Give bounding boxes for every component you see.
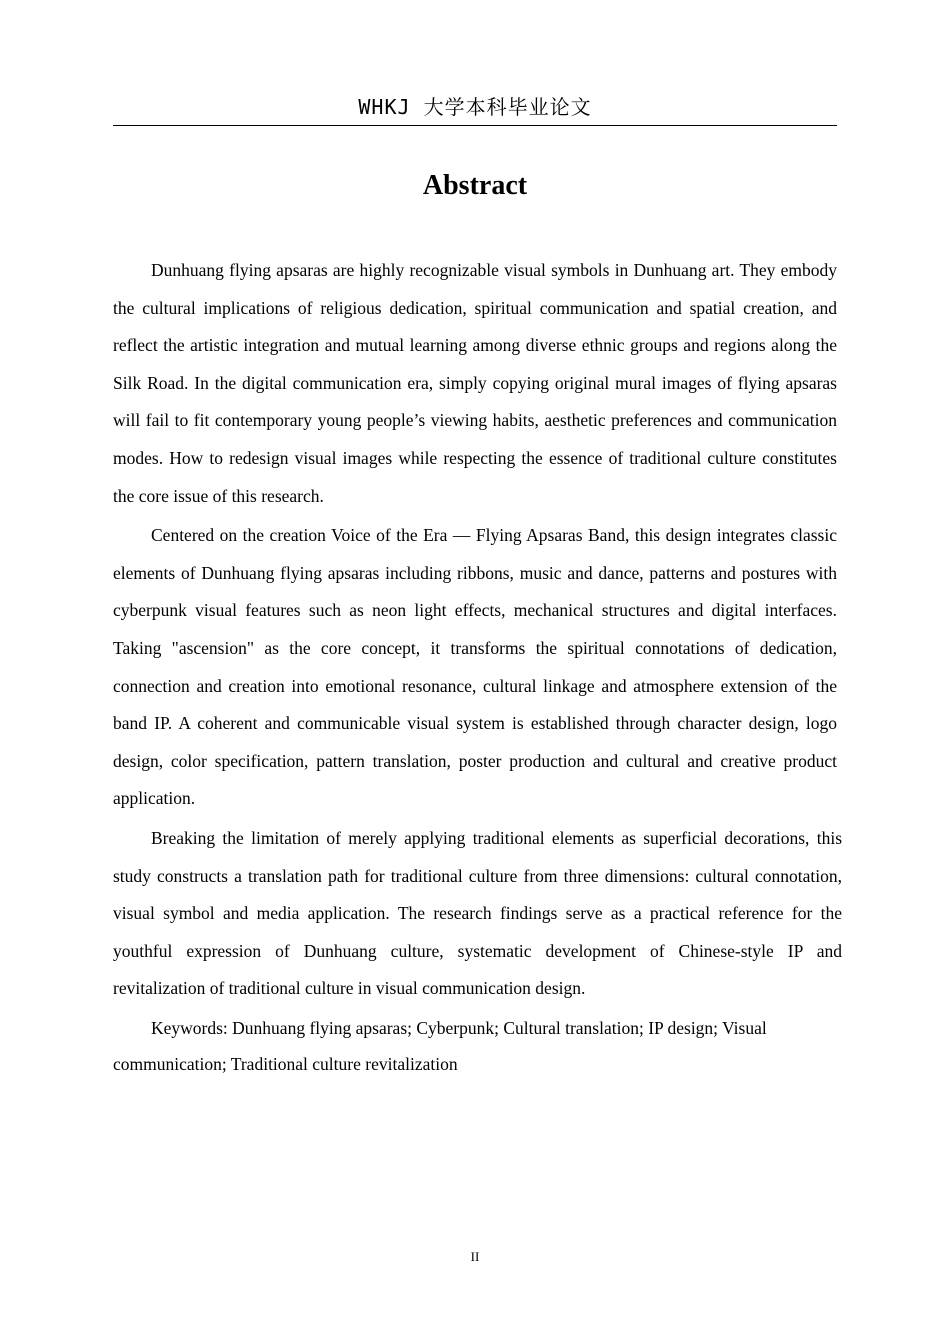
running-header: WHKJ 大学本科毕业论文: [358, 95, 592, 119]
abstract-paragraph-2: Centered on the creation Voice of the Era — Flying Apsaras Band, this design integrates classic elements of Dunhuang flying apsaras including ribbons, music and dance, patterns and postures with cyberpunk visual features such as neon light effects, mechanical structures and digital interfaces. Taking "ascension" as the core concept, it transforms the spiritual connotations of dedication, connection and creation into emotional resonance, cultural linkage and atmosphere extension of the band IP. A coherent and communicable visual system is established through character design, logo design, color specification, pattern translation, poster production and cultural and creative product application.: [113, 525, 837, 809]
abstract-paragraph-1: Dunhuang flying apsaras are highly recognizable visual symbols in Dunhuang art. They embody the cultural implications of religious dedication, spiritual communication and spatial creation, and reflect the artistic integration and mutual learning among diverse ethnic groups and regions along the Silk Road. In the digital communication era, simply copying original mural images of flying apsaras will fail to fit contemporary young people’s viewing habits, aesthetic preferences and communication modes. How to redesign visual images while respecting the essence of traditional culture constitutes the core issue of this research.: [113, 260, 837, 506]
abstract-body: [113, 252, 842, 1082]
abstract-title: Abstract: [422, 170, 528, 201]
header-divider: [113, 125, 837, 126]
keywords: Keywords: Dunhuang flying apsaras; Cyberpunk; Cultural translation; IP design; Visual communication; Traditional culture revitalization: [113, 1017, 767, 1074]
abstract-paragraph-3: Breaking the limitation of merely applying traditional elements as superficial decorations, this study constructs a translation path for traditional culture from three dimensions: cultural connotation, visual symbol and media application. The research findings serve as a practical reference for the youthful expression of Dunhuang culture, systematic development of Chinese-style IP and revitalization of traditional culture in visual communication design.: [113, 827, 842, 999]
page-number: II: [470, 1249, 480, 1264]
